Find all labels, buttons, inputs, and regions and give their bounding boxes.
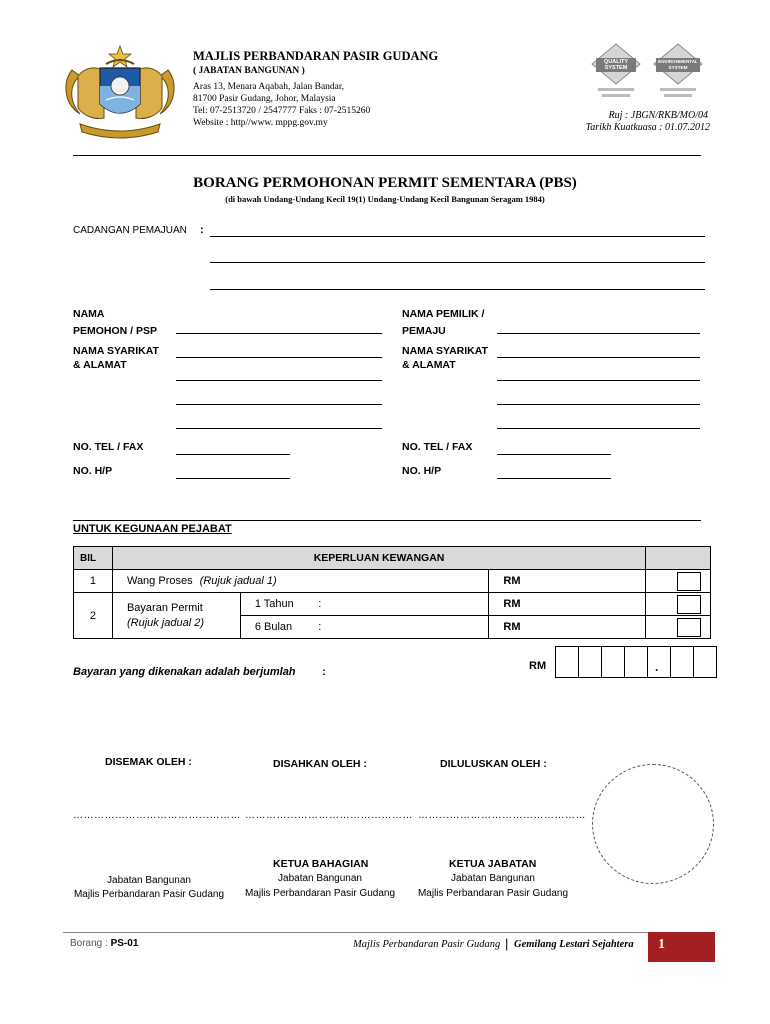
amount-digit-box-1[interactable] [555,646,579,678]
table-row [74,593,711,616]
reference-number: Ruj : JBGN/RKB/MO/04 [608,110,708,121]
row2-opt2-colon: : [308,616,489,639]
footer-separator: | [505,936,509,951]
cert1-text-2: SYSTEM [604,65,628,71]
amount-digit-box-2[interactable] [578,646,602,678]
amount-digit-box-3[interactable] [601,646,625,678]
hp-right-label: NO. H/P [402,465,442,477]
nama-pemilik-input[interactable] [497,333,700,334]
official-stamp-circle [592,764,714,884]
syarikat-right-input-4[interactable] [497,428,700,429]
nama-pemohon-input[interactable] [176,333,382,334]
cert2-text-2: SYSTEM [668,65,688,70]
department-name: ( JABATAN BANGUNAN ) [193,66,305,76]
footer-org-script: Majlis Perbandaran Pasir Gudang [353,939,501,950]
col-keperluan-header: KEPERLUAN KEWANGAN [112,547,645,570]
cadangan-colon: : [200,224,204,236]
cadangan-pemajuan-label: CADANGAN PEMAJUAN [73,225,187,236]
footer-form-label-text: Borang : [70,938,108,949]
syarikat-right-input-2[interactable] [497,380,700,381]
s2-org: Majlis Perbandaran Pasir Gudang [244,888,396,899]
cert2-text-1: ENVIRONMENTAL [658,59,698,64]
tel-fax-right-label: NO. TEL / FAX [402,441,473,453]
council-crest-logo [58,42,182,142]
nama-syarikat-left-label-1: NAMA SYARIKAT [73,345,159,357]
amount-digit-box-4[interactable] [624,646,648,678]
hp-left-input[interactable] [176,478,290,479]
footer-slogan: Gemilang Lestari Sejahtera [514,939,634,950]
s3-dept: Jabatan Bangunan [451,873,535,884]
tel-fax-right-input[interactable] [497,454,611,455]
nama-syarikat-right-label-2: & ALAMAT [402,359,456,371]
row1-ref: (Rujuk jadual 1) [199,575,277,587]
row1-item: Wang Proses [126,575,193,587]
s2-dept: Jabatan Bangunan [278,873,362,884]
total-colon: : [322,666,326,678]
row2-item-cell [112,593,240,639]
amount-cents-box-2[interactable] [693,646,717,678]
page-number-box [648,932,715,962]
footer-divider [63,932,715,933]
six-month-checkbox[interactable] [677,618,701,637]
row2-opt2: 6 Bulan [240,616,308,639]
diluluskan-signature-line[interactable]: ………………………………………… [418,810,586,821]
syarikat-left-input-3[interactable] [176,404,382,405]
address-line-1: Aras 13, Menara Aqabah, Jalan Bandar, [193,82,345,92]
disemak-oleh-title: DISEMAK OLEH : [105,756,192,768]
footer-form-label [70,938,138,949]
s1-org: Majlis Perbandaran Pasir Gudang [73,889,225,900]
nama-syarikat-right-label [402,344,488,372]
section-divider [73,520,701,521]
disahkan-signature-line[interactable]: ………………………………………… [245,810,413,821]
ketua-jabatan-role: KETUA JABATAN [449,858,537,870]
s1-dept: Jabatan Bangunan [107,875,191,886]
address-line-2: 81700 Pasir Gudang, Johor, Malaysia [193,94,336,104]
nama-syarikat-right-label-1: NAMA SYARIKAT [402,345,488,357]
decimal-point: . [655,660,659,674]
form-subtitle: (di bawah Undang-Undang Kecil 19(1) Undang-Undang Kecil Bangunan Seragam 1984) [225,194,545,204]
nama-pemohon-label-1: NAMA [73,308,105,320]
row1-item-cell [112,570,488,593]
contact-line: Tel: 07-2513720 / 2547777 Faks : 07-2515260 [193,106,371,116]
cadangan-input-line-1[interactable] [210,236,705,237]
nama-pemilik-label-1: NAMA PEMILIK / [402,308,485,320]
amount-cents-box-1[interactable] [670,646,694,678]
one-year-checkbox[interactable] [677,595,701,614]
nama-syarikat-left-label-2: & ALAMAT [73,359,127,371]
diluluskan-oleh-title: DILULUSKAN OLEH : [440,758,547,770]
hp-right-input[interactable] [497,478,611,479]
page-number: 1 [658,937,665,952]
form-title: BORANG PERMOHONAN PERMIT SEMENTARA (PBS) [193,175,577,191]
nama-pemilik-label [402,307,484,338]
footer-form-code: PS-01 [110,938,139,949]
syarikat-right-input-3[interactable] [497,404,700,405]
row2-opt2-rm: RM [489,616,646,639]
nama-pemohon-label [73,307,157,338]
disemak-signature-line[interactable]: ………………………………………… [73,810,241,821]
org-name: MAJLIS PERBANDARAN PASIR GUDANG [193,49,439,63]
row1-bil: 1 [74,570,113,593]
financial-table [73,546,711,639]
row1-rm: RM [489,570,646,593]
syarikat-left-input-1[interactable] [176,357,382,358]
nama-syarikat-left-label [73,344,159,372]
nama-pemilik-label-2: PEMAJU [402,325,446,337]
website-line: Website : http//www. mppg.gov.my [193,118,328,128]
row2-opt1-rm: RM [489,593,646,616]
total-label: Bayaran yang dikenakan adalah berjumlah [73,666,296,678]
syarikat-right-input-1[interactable] [497,357,700,358]
ketua-bahagian-role: KETUA BAHAGIAN [273,858,369,870]
row2-item: Bayaran Permit [126,601,203,614]
header-divider [73,155,701,156]
tel-fax-left-input[interactable] [176,454,290,455]
effective-date: Tarikh Kuatkuasa : 01.07.2012 [585,122,710,133]
row2-opt1-colon: : [308,593,489,616]
hp-left-label: NO. H/P [73,465,113,477]
total-rm: RM [529,660,547,672]
row2-opt1: 1 Tahun [240,593,308,616]
row2-bil: 2 [74,593,113,639]
table-header-row [74,547,711,570]
cadangan-input-line-2[interactable] [210,262,705,263]
col-bil-header: BIL [74,547,113,570]
cadangan-input-line-3[interactable] [210,289,705,290]
wang-proses-checkbox[interactable] [677,572,701,591]
row2-ref: (Rujuk jadual 2) [126,616,205,629]
amount-decimal-box [647,646,671,678]
table-row [74,570,711,593]
tel-fax-left-label: NO. TEL / FAX [73,441,144,453]
syarikat-left-input-2[interactable] [176,380,382,381]
s3-org: Majlis Perbandaran Pasir Gudang [417,888,569,899]
environmental-system-cert-badge [650,42,706,104]
quality-system-cert-badge [588,42,644,104]
office-use-heading: UNTUK KEGUNAAN PEJABAT [73,523,232,535]
nama-pemohon-label-2: PEMOHON / PSP [73,325,158,337]
col-check-header [646,547,711,570]
syarikat-left-input-4[interactable] [176,428,382,429]
disahkan-oleh-title: DISAHKAN OLEH : [273,758,367,770]
cert1-text-1: QUALITY [603,59,629,65]
